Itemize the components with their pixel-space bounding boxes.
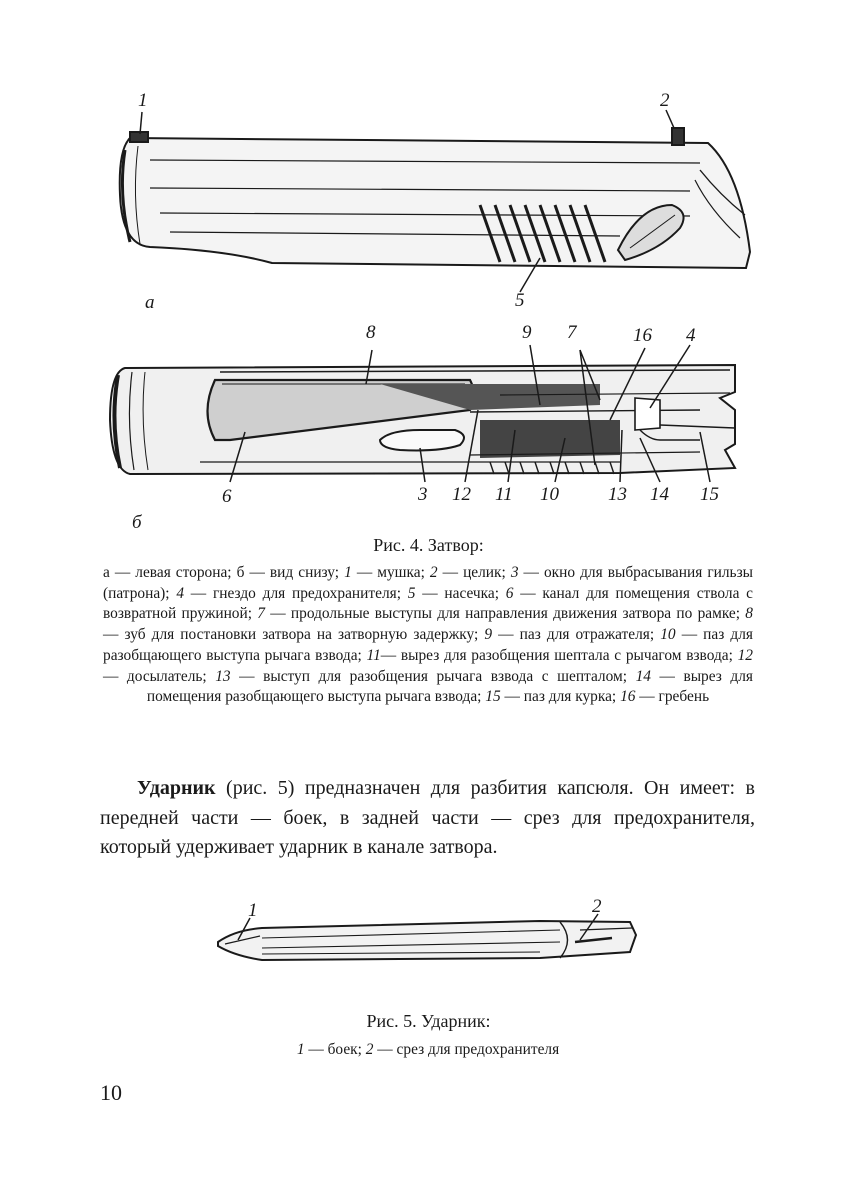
legend-text: — паз для отражателя; — [492, 626, 661, 644]
legend-text: — канал для помещения ствола с возвратной пружиной; — [103, 584, 754, 623]
callout-b-7: 7 — [567, 322, 577, 343]
legend-key: 7 — [257, 605, 265, 623]
callout-b-12: 12 — [452, 484, 471, 505]
legend-key: 11 — [366, 646, 381, 664]
legend-text: — зуб для постановки затвора на затворную задержку; — [103, 626, 485, 644]
legend-text: — левая сторона; — [109, 564, 237, 581]
callout-a-1: 1 — [138, 90, 148, 111]
callout-b-15: 15 — [700, 484, 719, 505]
legend-key: 5 — [407, 584, 416, 602]
legend-key: 13 — [215, 667, 231, 685]
legend-text: — мушка; — [351, 564, 430, 581]
legend-text: — продольные выступы для направления движения затвора по рамке; — [264, 605, 746, 623]
callout-b-11: 11 — [495, 484, 513, 505]
callout-b-3: 3 — [418, 484, 428, 505]
callout-b-14: 14 — [650, 484, 669, 505]
callout-a-5: 5 — [515, 290, 525, 311]
legend-key: 16 — [620, 688, 636, 706]
legend-key: 1 — [344, 564, 352, 581]
legend-key: 2 — [429, 564, 438, 581]
callout-b-8: 8 — [366, 322, 376, 343]
legend-text: — окно для выбрасывания гильзы (патрона); — [103, 564, 753, 602]
legend-text: — целик; — [437, 564, 511, 581]
legend-key: 1 — [296, 1041, 305, 1058]
paragraph-text: (рис. 5) предназначен для разбития капсюля. Он имеет: в передней части — боек, в задней части — срез для предохранителя, который удерживает ударник в канале затвора. — [100, 777, 755, 858]
figure4-caption: Рис. 4. Затвор: — [373, 535, 484, 555]
legend-text: — вырез для помещения разобщающего выступа рычага взвода; — [146, 667, 753, 706]
legend-key: 4 — [176, 584, 185, 602]
legend-key: 2 — [365, 1041, 374, 1058]
legend-text: — гребень — [635, 688, 710, 706]
callout-f5-1: 1 — [248, 900, 258, 921]
legend-text: — вид снизу; — [244, 564, 345, 581]
legend-key: 3 — [510, 564, 519, 581]
page-number: 10 — [100, 1080, 122, 1105]
callout-b-16: 16 — [633, 325, 652, 346]
legend-key: 6 — [505, 584, 514, 602]
callout-f5-2: 2 — [592, 896, 602, 917]
legend-text: — срез для предохранителя — [373, 1041, 560, 1058]
callout-b-9: 9 — [522, 322, 532, 343]
paragraph-term: Ударник — [137, 777, 216, 799]
legend-text: — паз для разобщающего выступа рычага взвода; — [103, 626, 753, 664]
callout-a-2: 2 — [660, 90, 670, 111]
legend-text: — выступ для разобщения рычага взвода с шепталом; — [230, 667, 636, 685]
legend-key: б — [236, 564, 245, 581]
legend-key: 10 — [660, 626, 676, 644]
sub-label-b: б — [132, 512, 142, 533]
legend-key: 15 — [485, 688, 501, 706]
legend-text: — боек; — [304, 1041, 366, 1058]
legend-text: — паз для курка; — [500, 688, 621, 706]
legend-key: а — [103, 564, 110, 581]
figure5-caption: Рис. 5. Ударник: — [366, 1011, 491, 1031]
figure5-legend — [103, 1040, 753, 1061]
legend-text: — вырез для разобщения шептала с рычагом взвода; — [380, 646, 738, 664]
legend-text: — гнездо для предохранителя; — [184, 584, 408, 602]
callout-b-10: 10 — [540, 484, 559, 505]
callout-b-13: 13 — [608, 484, 627, 505]
legend-text: — досылатель; — [103, 667, 216, 685]
legend-key: 8 — [745, 605, 753, 623]
legend-key: 12 — [737, 646, 753, 664]
callout-b-4: 4 — [686, 325, 696, 346]
sub-label-a: а — [145, 292, 155, 313]
legend-key: 14 — [635, 667, 651, 685]
legend-key: 9 — [484, 626, 493, 644]
legend-text: — насечка; — [415, 584, 506, 602]
callout-b-6: 6 — [222, 486, 232, 507]
